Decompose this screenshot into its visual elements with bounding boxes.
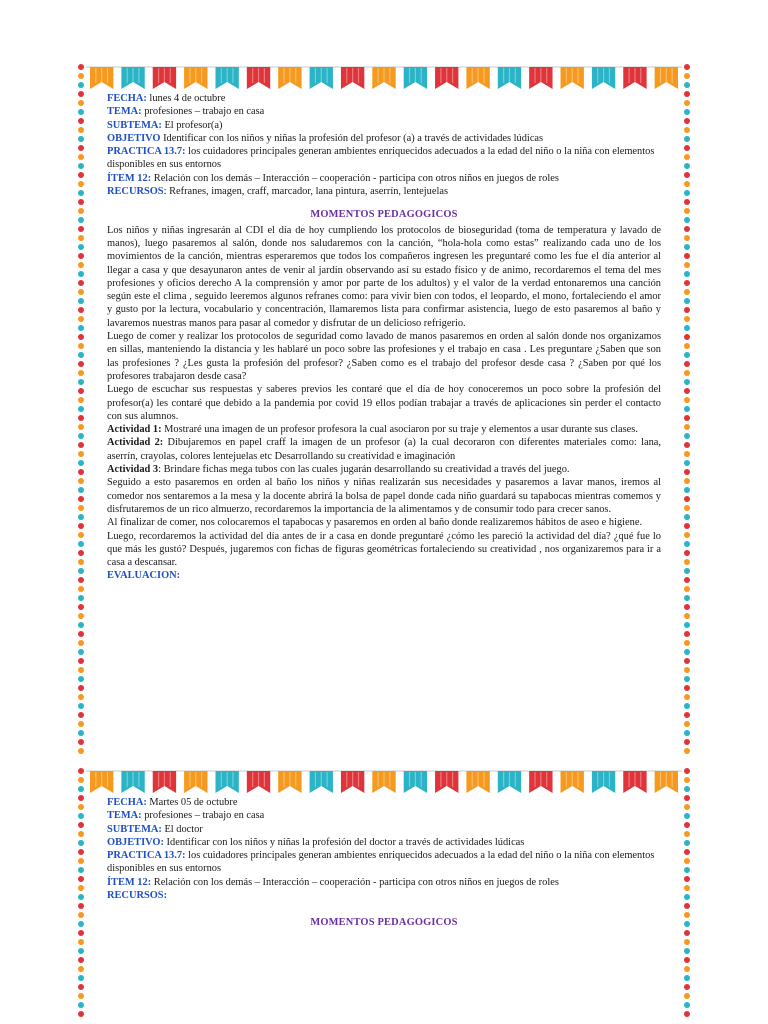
fecha-value: lunes 4 de octubre: [146, 93, 226, 104]
border-dot: [78, 154, 84, 160]
practica-value: los cuidadores principales generan ambientes enriquecidos adecuados a la edad del niño o la niña con elementos disponibles en sus entornos: [107, 850, 655, 875]
border-dot: [684, 469, 690, 475]
border-dot: [78, 208, 84, 214]
border-dot: [78, 532, 84, 538]
border-dot: [78, 469, 84, 475]
border-dot: [78, 100, 84, 106]
border-dot: [684, 145, 690, 151]
border-dot: [78, 1002, 84, 1008]
border-dot: [78, 894, 84, 900]
border-dot: [684, 768, 690, 774]
subtema-line: [107, 119, 661, 132]
border-dot: [684, 703, 690, 709]
border-dot: [78, 640, 84, 646]
border-dot: [684, 154, 690, 160]
border-dot: [684, 118, 690, 124]
border-dot: [684, 984, 690, 990]
item-value: Relación con los demás – Interacción – cooperación - participa con otros niños en juegos de roles: [151, 172, 559, 184]
border-dot: [684, 721, 690, 727]
border-dot: [684, 739, 690, 745]
border-dot: [78, 163, 84, 169]
border-dot: [684, 532, 690, 538]
activity-2: [107, 436, 661, 463]
border-dot: [78, 496, 84, 502]
subtema-value: El profesor(a): [161, 119, 223, 131]
paragraph-4: Seguido a esto pasaremos en orden al baño los niños y niñas realizarán sus necesidades y pasaremos a lavar manos, iremos al comedor nos sentaremos a la mesa y la docente abrirá la bolsa de papel donde cada niño guardará su tapabocas mientras comemos y disfrutaremos de un rico almuerzo, recordaremos la importancia de la alimentamos y de consumir todo para crecer sanos.: [107, 477, 661, 515]
border-dot: [78, 487, 84, 493]
border-dot: [78, 379, 84, 385]
border-dot: [78, 523, 84, 529]
border-dot: [78, 795, 84, 801]
border-dot: [78, 730, 84, 736]
item-label: ÍTEM 12:: [107, 172, 152, 184]
border-dot: [684, 840, 690, 846]
fecha-label: FECHA:: [107, 797, 147, 808]
item-label: ÍTEM 12:: [107, 876, 152, 888]
tema-line: [107, 105, 661, 118]
border-dot: [78, 777, 84, 783]
border-dot: [78, 975, 84, 981]
activity-2-text: Dibujaremos en papel craff la imagen de un profesor (a) la cual decoraron con diferentes materiales como: lana, aserrín, crayolas, colores lentejuelas etc Desarrollando su creatividad e imaginación: [107, 437, 661, 462]
border-dot: [684, 975, 690, 981]
border-dot: [684, 226, 690, 232]
border-dot: [78, 748, 84, 754]
border-dot: [78, 694, 84, 700]
border-dot: [78, 199, 84, 205]
paragraph-5: Al finalizar de comer, nos colocaremos el tapabocas y pasaremos en orden al baño donde realizaremos hábitos de aseo e higiene.: [107, 517, 643, 529]
fecha-value: Martes 05 de octubre: [146, 797, 238, 808]
border-dot: [78, 595, 84, 601]
border-dot: [684, 966, 690, 972]
bunting-svg: [86, 769, 682, 797]
objetivo-line: [107, 132, 661, 145]
border-dot: [78, 217, 84, 223]
border-dot: [78, 813, 84, 819]
subtema-line: [107, 823, 661, 836]
border-dot: [78, 921, 84, 927]
border-dot: [684, 433, 690, 439]
border-dot: [78, 885, 84, 891]
practica-label: PRACTICA 13.7:: [107, 850, 186, 862]
border-dot: [684, 658, 690, 664]
objetivo-label: OBJETIVO: [107, 132, 161, 144]
bunting-garland: [86, 65, 682, 93]
border-dot: [684, 316, 690, 322]
border-dot: [78, 307, 84, 313]
border-dot: [684, 795, 690, 801]
border-dot: [78, 460, 84, 466]
border-dot: [684, 550, 690, 556]
border-dot: [78, 541, 84, 547]
border-dot: [78, 262, 84, 268]
recursos-label: RECURSOS: [107, 186, 164, 198]
border-dot: [684, 858, 690, 864]
item-line: [107, 876, 661, 889]
border-dot: [684, 694, 690, 700]
subtema-label: SUBTEMA:: [107, 823, 162, 835]
activity-3-text: : Brindare fichas mega tubos con las cuales jugarán desarrollando su creatividad a través del juego.: [158, 464, 570, 476]
border-dot: [684, 280, 690, 286]
border-dot: [684, 939, 690, 945]
border-dot: [78, 190, 84, 196]
border-dot: [684, 822, 690, 828]
border-dot: [78, 82, 84, 88]
evaluacion-heading: EVALUACION:: [107, 570, 181, 582]
border-dot: [78, 370, 84, 376]
item-value: Relación con los demás – Interacción – cooperación - participa con otros niños en juegos de roles: [151, 876, 559, 888]
border-dot: [78, 181, 84, 187]
border-dot: [78, 658, 84, 664]
border-dot: [684, 262, 690, 268]
document-page-1: [76, 62, 692, 758]
fecha-label: FECHA:: [107, 93, 147, 104]
border-dot: [78, 768, 84, 774]
border-dot: [684, 813, 690, 819]
border-dot: [78, 442, 84, 448]
border-dot: [78, 948, 84, 954]
border-dot: [684, 867, 690, 873]
document-page-2: [76, 766, 692, 1024]
border-dot: [684, 885, 690, 891]
border-dot: [78, 957, 84, 963]
border-dot: [684, 505, 690, 511]
lesson-plan-content: [107, 92, 661, 583]
tema-label: TEMA:: [107, 106, 142, 118]
border-dot: [684, 523, 690, 529]
border-dot: [78, 966, 84, 972]
tema-value: profesiones – trabajo en casa: [141, 106, 265, 118]
border-dot: [684, 406, 690, 412]
border-dot: [684, 127, 690, 133]
dotted-border-right: [682, 766, 692, 1024]
border-dot: [78, 849, 84, 855]
border-dot: [684, 948, 690, 954]
recursos-value: : Refranes, imagen, craff, marcador, lana pintura, aserrín, lentejuelas: [163, 186, 449, 198]
paragraph-1: Los niños y niñas ingresarán al CDI el día de hoy cumpliendo los protocolos de bioseguridad (toma de temperatura y lavado de manos), luego pasaremos al salón, donde nos saludaremos con la canción, “hola-hola como estas” realizando cada uno de los movimientos de la canción, mientras esperaremos que todos los compañeros ingresen les preguntaré como les fue el día anterior al llegar a casa y que desayunaron antes de venir al jardín observando así su estado físico y de animo, recordaremos el tema del mes profesiones y oficios derecho A la comprensión y amor por parte de los adultos) y el valor de la verdad entonaremos una canción según este el clima , seguido leeremos algunos refranes como: para vivir bien con todos, el leopardo, el mono, fortaleciendo el amor y gusto por la lectura, vocabulario y concentración, llamaremos lista para confirmar asistencia, luego de esto pasaremos al baño y lavaremos nuestras manos para pasar al comedor y disfrutar de un delicioso refrigerio.: [107, 224, 661, 329]
border-dot: [684, 190, 690, 196]
border-dot: [684, 208, 690, 214]
border-dot: [684, 298, 690, 304]
border-dot: [78, 804, 84, 810]
subtema-value: El doctor: [161, 823, 203, 835]
border-dot: [78, 361, 84, 367]
objetivo-value: Identificar con los niños y niñas la profesión del doctor a través de actividades lúdicas: [163, 836, 525, 848]
border-dot: [684, 622, 690, 628]
border-dot: [78, 786, 84, 792]
border-dot: [684, 586, 690, 592]
border-dot: [78, 505, 84, 511]
border-dot: [78, 568, 84, 574]
border-dot: [78, 676, 84, 682]
border-dot: [78, 721, 84, 727]
border-dot: [78, 145, 84, 151]
border-dot: [684, 903, 690, 909]
bunting-svg: [86, 65, 682, 93]
objetivo-line: [107, 836, 661, 849]
border-dot: [684, 541, 690, 547]
border-dot: [78, 1011, 84, 1017]
border-dot: [78, 840, 84, 846]
dotted-border-left: [76, 62, 86, 758]
recursos-label: RECURSOS:: [107, 890, 168, 902]
border-dot: [78, 316, 84, 322]
border-dot: [684, 370, 690, 376]
objetivo-value: Identificar con los niños y niñas la profesión del profesor (a) a través de actividades lúdicas: [160, 132, 544, 144]
activity-1-text: Mostraré una imagen de un profesor profesora la cual asociaron por su traje y elementos a usar durante sus clases.: [161, 424, 638, 436]
border-dot: [78, 451, 84, 457]
border-dot: [78, 903, 84, 909]
border-dot: [78, 235, 84, 241]
border-dot: [78, 550, 84, 556]
border-dot: [78, 822, 84, 828]
border-dot: [684, 73, 690, 79]
dotted-border-left: [76, 766, 86, 1024]
border-dot: [78, 703, 84, 709]
dotted-border-right: [682, 62, 692, 758]
recursos-line: [107, 185, 661, 198]
border-dot: [684, 253, 690, 259]
border-dot: [684, 876, 690, 882]
border-dot: [78, 109, 84, 115]
border-dot: [78, 667, 84, 673]
border-dot: [78, 343, 84, 349]
bunting-garland: [86, 769, 682, 797]
border-dot: [684, 91, 690, 97]
border-dot: [78, 930, 84, 936]
border-dot: [78, 831, 84, 837]
activity-3: [107, 463, 661, 476]
border-dot: [78, 397, 84, 403]
border-dot: [684, 786, 690, 792]
border-dot: [684, 1011, 690, 1017]
border-dot: [78, 424, 84, 430]
border-dot: [78, 64, 84, 70]
border-dot: [78, 253, 84, 259]
border-dot: [78, 226, 84, 232]
border-dot: [684, 993, 690, 999]
border-dot: [684, 388, 690, 394]
border-dot: [78, 559, 84, 565]
border-dot: [78, 984, 84, 990]
border-dot: [684, 442, 690, 448]
activity-3-label: Actividad 3: [107, 464, 159, 476]
border-dot: [684, 921, 690, 927]
tema-line: [107, 809, 661, 822]
activity-2-label: Actividad 2:: [107, 437, 164, 449]
border-dot: [684, 136, 690, 142]
practica-line: [107, 145, 661, 172]
border-dot: [684, 667, 690, 673]
section-title: MOMENTOS PEDAGOGICOS: [310, 917, 458, 929]
border-dot: [684, 289, 690, 295]
border-dot: [684, 235, 690, 241]
border-dot: [684, 730, 690, 736]
tema-value: profesiones – trabajo en casa: [141, 810, 265, 822]
border-dot: [684, 1002, 690, 1008]
paragraph-3: Luego de escuchar sus respuestas y saberes previos les contaré que el día de hoy conoceremos un poco sobre la profesión del profesor(a) les contaré que debido a la pandemia por covid 19 ellos podían trabajar a través de aplicaciones sin perder el contacto con sus alumnos.: [107, 384, 661, 422]
border-dot: [78, 271, 84, 277]
border-dot: [684, 325, 690, 331]
border-dot: [684, 352, 690, 358]
border-dot: [78, 649, 84, 655]
border-dot: [684, 685, 690, 691]
border-dot: [684, 604, 690, 610]
border-dot: [78, 127, 84, 133]
border-dot: [684, 957, 690, 963]
border-dot: [684, 451, 690, 457]
subtema-label: SUBTEMA:: [107, 119, 162, 131]
paragraph-6: Luego, recordaremos la actividad del día antes de ir a casa en donde preguntaré ¿cómo les pareció la actividad del día? ¿qué fue lo que más les gustó? Después, jugaremos con fichas de figuras geométricas fortaleciendo su creatividad , nos organizaremos para ir a casa a descansar.: [107, 530, 661, 569]
border-dot: [684, 631, 690, 637]
border-dot: [684, 199, 690, 205]
border-dot: [78, 577, 84, 583]
border-dot: [78, 993, 84, 999]
border-dot: [78, 739, 84, 745]
border-dot: [684, 894, 690, 900]
border-dot: [684, 804, 690, 810]
border-dot: [684, 930, 690, 936]
border-dot: [684, 82, 690, 88]
practica-label: PRACTICA 13.7:: [107, 146, 186, 158]
paragraph-2: Luego de comer y realizar los protocolos de seguridad como lavado de manos pasaremos en orden al salón donde nos organizamos en sillas, manteniendo la distancia y les hablaré un poco sobre las profesiones y el trabajo en casa . Les preguntare ¿Saben que son las profesiones ? ¿Les gusta la profesión del profesor? ¿Saben como es el trabajo del profesor desde casa ? ¿Saben por qué los profesores trabajaron desde casa?: [107, 331, 661, 382]
border-dot: [684, 777, 690, 783]
border-dot: [78, 91, 84, 97]
border-dot: [78, 876, 84, 882]
border-dot: [78, 478, 84, 484]
border-dot: [684, 361, 690, 367]
border-dot: [684, 100, 690, 106]
border-dot: [78, 712, 84, 718]
border-dot: [684, 568, 690, 574]
border-dot: [684, 397, 690, 403]
border-dot: [684, 460, 690, 466]
border-dot: [78, 244, 84, 250]
section-title: MOMENTOS PEDAGOGICOS: [310, 209, 458, 221]
border-dot: [78, 586, 84, 592]
border-dot: [78, 514, 84, 520]
border-dot: [78, 118, 84, 124]
border-dot: [78, 298, 84, 304]
border-dot: [78, 858, 84, 864]
border-dot: [684, 271, 690, 277]
border-dot: [684, 748, 690, 754]
border-dot: [684, 831, 690, 837]
border-dot: [684, 163, 690, 169]
border-dot: [684, 712, 690, 718]
border-dot: [684, 334, 690, 340]
border-dot: [684, 496, 690, 502]
border-dot: [684, 613, 690, 619]
border-dot: [684, 487, 690, 493]
border-dot: [684, 181, 690, 187]
border-dot: [684, 379, 690, 385]
border-dot: [684, 849, 690, 855]
activity-1-label: Actividad 1:: [107, 424, 162, 436]
border-dot: [78, 280, 84, 286]
activity-1: [107, 423, 661, 436]
border-dot: [684, 64, 690, 70]
border-dot: [684, 559, 690, 565]
border-dot: [78, 136, 84, 142]
border-dot: [684, 172, 690, 178]
border-dot: [684, 244, 690, 250]
border-dot: [78, 352, 84, 358]
border-dot: [684, 577, 690, 583]
border-dot: [78, 622, 84, 628]
border-dot: [78, 289, 84, 295]
border-dot: [684, 640, 690, 646]
practica-line: [107, 849, 661, 876]
border-dot: [78, 912, 84, 918]
fecha-line: [107, 92, 661, 105]
border-dot: [684, 478, 690, 484]
border-dot: [78, 73, 84, 79]
objetivo-label: OBJETIVO:: [107, 836, 164, 848]
border-dot: [684, 595, 690, 601]
border-dot: [684, 415, 690, 421]
border-dot: [684, 676, 690, 682]
border-dot: [684, 424, 690, 430]
border-dot: [684, 109, 690, 115]
border-dot: [78, 631, 84, 637]
tema-label: TEMA:: [107, 810, 142, 822]
lesson-plan-content: [107, 796, 661, 932]
border-dot: [78, 867, 84, 873]
fecha-line: [107, 796, 661, 809]
border-dot: [78, 433, 84, 439]
border-dot: [684, 217, 690, 223]
border-dot: [684, 307, 690, 313]
recursos-line: [107, 889, 661, 902]
border-dot: [684, 649, 690, 655]
border-dot: [78, 406, 84, 412]
border-dot: [78, 415, 84, 421]
border-dot: [78, 604, 84, 610]
practica-value: los cuidadores principales generan ambientes enriquecidos adecuados a la edad del niño o la niña con elementos disponibles en sus entornos: [107, 146, 655, 171]
border-dot: [78, 172, 84, 178]
border-dot: [684, 514, 690, 520]
item-line: [107, 172, 661, 185]
border-dot: [78, 325, 84, 331]
border-dot: [78, 613, 84, 619]
border-dot: [78, 939, 84, 945]
border-dot: [684, 912, 690, 918]
border-dot: [78, 334, 84, 340]
border-dot: [684, 343, 690, 349]
border-dot: [78, 685, 84, 691]
border-dot: [78, 388, 84, 394]
